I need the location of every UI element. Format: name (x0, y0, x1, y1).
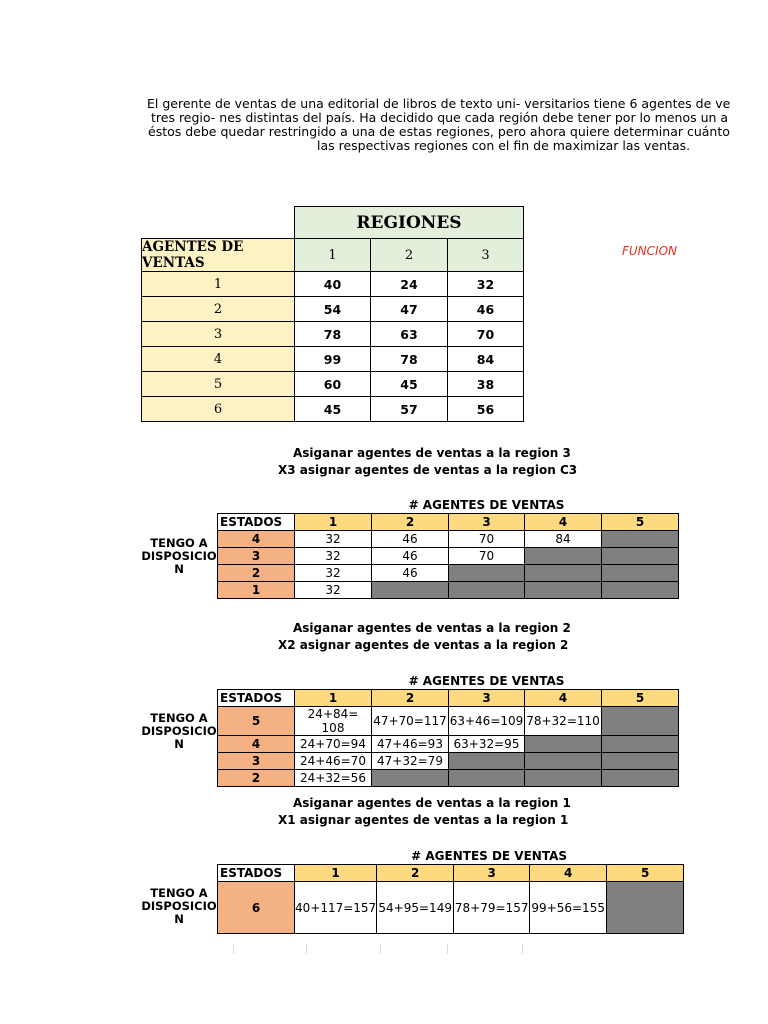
cell-value: 78 (371, 347, 448, 372)
table-row (142, 322, 524, 347)
cell-value: 24+32=56 (295, 770, 372, 787)
cell-value: 57 (371, 397, 448, 422)
unavailable-cell (372, 770, 449, 787)
gridline-tick (233, 944, 234, 954)
table-row (142, 272, 524, 297)
agents-header: AGENTES DE VENTAS (142, 239, 295, 272)
intro-line-1: El gerente de ventas de una editorial de libros de texto uni- versitarios tiene 6 agentes de ve (147, 97, 731, 111)
column-header: 5 (602, 514, 679, 531)
unavailable-cell (602, 770, 679, 787)
cell-value: 40 (295, 272, 371, 297)
cell-value: 40+117=157 (295, 882, 377, 934)
unavailable-cell (602, 548, 679, 565)
unavailable-cell (372, 582, 449, 599)
column-header: 4 (525, 514, 602, 531)
cell-value: 56 (448, 397, 524, 422)
column-header: 5 (607, 865, 684, 882)
cell-value: 47 (371, 297, 448, 322)
unavailable-cell (525, 565, 602, 582)
column-header: 1 (295, 865, 377, 882)
column-header: 3 (454, 865, 530, 882)
state-cell: 5 (218, 707, 295, 736)
unavailable-cell (449, 753, 525, 770)
stage3-caption-2: X3 asignar agentes de ventas a la region C3 (278, 463, 578, 477)
unavailable-cell (602, 736, 679, 753)
unavailable-cell (602, 753, 679, 770)
column-header: 2 (372, 514, 449, 531)
agent-label: 2 (142, 297, 295, 322)
agent-label: 5 (142, 372, 295, 397)
unavailable-cell (449, 582, 525, 599)
table-title: # AGENTES DE VENTAS (411, 849, 568, 863)
column-header: 4 (525, 690, 602, 707)
state-cell: 6 (218, 882, 295, 934)
funcion-label: FUNCION (622, 244, 678, 258)
state-cell: 2 (218, 770, 295, 787)
region-col-1: 1 (295, 239, 371, 272)
stage1-table (217, 848, 684, 934)
gridline-tick (447, 944, 448, 954)
intro-line-2: tres regio- nes distintas del país. Ha decidido que cada región debe tener por lo menos un a (151, 110, 729, 125)
agent-label: 4 (142, 347, 295, 372)
stage3-caption-1: Asiganar agentes de ventas a la region 3 (293, 446, 571, 460)
cell-value: 54+95=149 (377, 882, 454, 934)
cell-value: 63+32=95 (449, 736, 525, 753)
cell-value: 32 (295, 531, 372, 548)
cell-value: 63 (371, 322, 448, 347)
table-row (218, 531, 679, 548)
state-cell: 4 (218, 736, 295, 753)
gridline-tick (306, 944, 307, 954)
table-row (218, 736, 679, 753)
cell-value: 84 (525, 531, 602, 548)
unavailable-cell (602, 707, 679, 736)
cell-value: 47+46=93 (372, 736, 449, 753)
table-row (218, 582, 679, 599)
table-row (218, 707, 679, 736)
available-label: TENGO A DISPOSICIO N (141, 711, 217, 751)
estados-header: ESTADOS (218, 865, 295, 882)
region-col-3: 3 (448, 239, 524, 272)
stage2-caption-2: X2 asignar agentes de ventas a la region 2 (278, 638, 569, 652)
table-row (142, 297, 524, 322)
unavailable-cell (607, 882, 684, 934)
cell-value: 38 (448, 372, 524, 397)
cell-value: 84 (448, 347, 524, 372)
estados-header: ESTADOS (218, 514, 295, 531)
unavailable-cell (525, 736, 602, 753)
agent-label: 1 (142, 272, 295, 297)
unavailable-cell (525, 582, 602, 599)
available-label: TENGO A DISPOSICIO N (141, 886, 217, 926)
cell-value: 32 (295, 565, 372, 582)
column-header: 1 (295, 514, 372, 531)
intro-line-4: las respectivas regiones con el fin de maximizar las ventas. (317, 138, 691, 153)
table-title: # AGENTES DE VENTAS (408, 674, 565, 688)
intro-line-3: éstos debe quedar restringido a una de estas regiones, pero ahora quiere determinar cuánto (148, 124, 730, 139)
cell-value: 24+70=94 (295, 736, 372, 753)
stage3-table (217, 497, 679, 599)
agent-label: 6 (142, 397, 295, 422)
estados-header: ESTADOS (218, 690, 295, 707)
cell-value: 99 (295, 347, 371, 372)
cell-value: 46 (372, 565, 449, 582)
unavailable-cell (525, 753, 602, 770)
column-header: 2 (377, 865, 454, 882)
table-title: # AGENTES DE VENTAS (408, 498, 565, 512)
column-header: 5 (602, 690, 679, 707)
cell-value: 32 (295, 548, 372, 565)
cell-value: 70 (448, 322, 524, 347)
cell-value: 24 (371, 272, 448, 297)
cell-value: 78+32=110 (525, 707, 602, 736)
gridline-tick (380, 944, 381, 954)
table-row (218, 548, 679, 565)
table-row (142, 397, 524, 422)
state-cell: 3 (218, 548, 295, 565)
state-cell: 1 (218, 582, 295, 599)
unavailable-cell (602, 531, 679, 548)
cell-value: 78+79=157 (454, 882, 530, 934)
table-row (218, 882, 684, 934)
column-header: 2 (372, 690, 449, 707)
gridline-tick (522, 944, 523, 954)
column-header: 3 (449, 690, 525, 707)
unavailable-cell (602, 565, 679, 582)
available-label: TENGO A DISPOSICIO N (141, 536, 217, 576)
unavailable-cell (525, 770, 602, 787)
cell-value: 70 (449, 531, 525, 548)
state-cell: 4 (218, 531, 295, 548)
column-header: 1 (295, 690, 372, 707)
table-row (218, 770, 679, 787)
unavailable-cell (602, 582, 679, 599)
stage2-table (217, 673, 679, 787)
cell-value: 46 (372, 531, 449, 548)
agent-label: 3 (142, 322, 295, 347)
state-cell: 2 (218, 565, 295, 582)
cell-value: 46 (372, 548, 449, 565)
column-header: 3 (449, 514, 525, 531)
cell-value: 78 (295, 322, 371, 347)
table-row (218, 753, 679, 770)
regions-title: REGIONES (295, 207, 524, 239)
intro-paragraph (0, 97, 768, 157)
cell-value: 32 (448, 272, 524, 297)
unavailable-cell (449, 770, 525, 787)
cell-value: 45 (371, 372, 448, 397)
unavailable-cell (449, 565, 525, 582)
stage1-caption-1: Asiganar agentes de ventas a la region 1 (293, 796, 571, 810)
cell-value: 24+46=70 (295, 753, 372, 770)
stage1-caption-2: X1 asignar agentes de ventas a la region 1 (278, 813, 569, 827)
regions-table (141, 206, 524, 422)
table-row (142, 347, 524, 372)
cell-value: 63+46=109 (449, 707, 525, 736)
table-row (142, 372, 524, 397)
column-header: 4 (530, 865, 607, 882)
table-row (218, 565, 679, 582)
cell-value: 32 (295, 582, 372, 599)
stage2-caption-1: Asiganar agentes de ventas a la region 2 (293, 621, 571, 635)
state-cell: 3 (218, 753, 295, 770)
cell-value: 54 (295, 297, 371, 322)
unavailable-cell (525, 548, 602, 565)
region-col-2: 2 (371, 239, 448, 272)
cell-value: 47+70=117 (372, 707, 449, 736)
cell-value: 99+56=155 (530, 882, 607, 934)
cell-value: 45 (295, 397, 371, 422)
cell-value: 47+32=79 (372, 753, 449, 770)
cell-value: 70 (449, 548, 525, 565)
cell-value: 24+84= 108 (295, 707, 372, 736)
cell-value: 46 (448, 297, 524, 322)
cell-value: 60 (295, 372, 371, 397)
